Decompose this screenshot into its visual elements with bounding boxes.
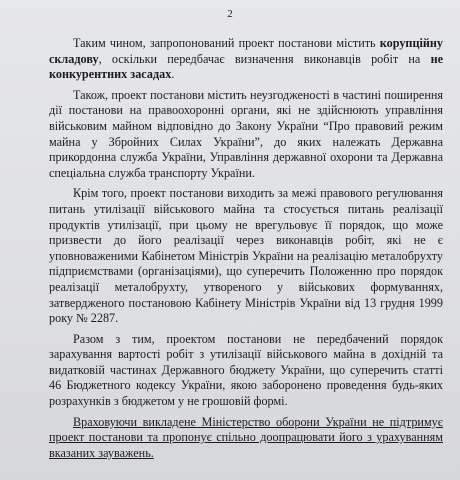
paragraph-text: . [171,67,175,82]
paragraph-text: , оскільки передбачає визначення виконавців робіт на [98,51,431,66]
page-number: 2 [227,8,233,20]
paragraph-inconsistencies: Також, проект постанови містить неузгодженості в частині поширення дії постанови на правоохоронні органи, які не здійснюють управління військовим майном відповідно до Закону України “Про правовий режим майна у Збройних Силах України”, до яких належать Державна прикордонна служба України, Управління державної охорони та Державна спеціальна служба транспорту України. [49,87,443,180]
document-body [49,36,443,466]
conclusion-underlined-text: Враховуючи викладене Міністерство оборони України не підтримує проект постанови та пропонує спільно доопрацювати його з урахуванням вказаних зауважень. [49,414,443,460]
bold-phrase-non-competitive: не конкурентних засадах [49,51,443,82]
paragraph-budget: Разом з тим, проектом постанови не передбачений порядок зарахування вартості робіт з утилізації військового майна в дохідній та видатковій частинах Державного бюджету України, що суперечить статті 46 Бюджетного кодексу України, якою заборонено проведення будь-яких розрахунків з бюджетом у не грошовій формі. [49,331,443,409]
paragraph-conclusion [49,415,443,462]
paragraph-regulation-scope: Крім того, проект постанови виходить за межі правового регулювання питань утилізації військового майна та стосується питань реалізації продуктів утилізації, при цьому не врегульовує її порядок, що може призвести до його реалізації через виконавців робіт, які не є уповноваженими Кабінетом Міністрів України на реалізацію металобрухту підприємствами (організаціями), що суперечить Положенню про порядок реалізації металобрухту, утвореного у військових формуваннях, затвердженого постановою Кабінету Міністрів України від 13 грудня 1999 року № 2287. [49,186,443,326]
paragraph-corruption [49,36,443,83]
bold-phrase-corruption: корупційну складову [49,36,443,66]
paragraph-text: Таким чином, запропонований проект постанови містить [73,36,380,50]
